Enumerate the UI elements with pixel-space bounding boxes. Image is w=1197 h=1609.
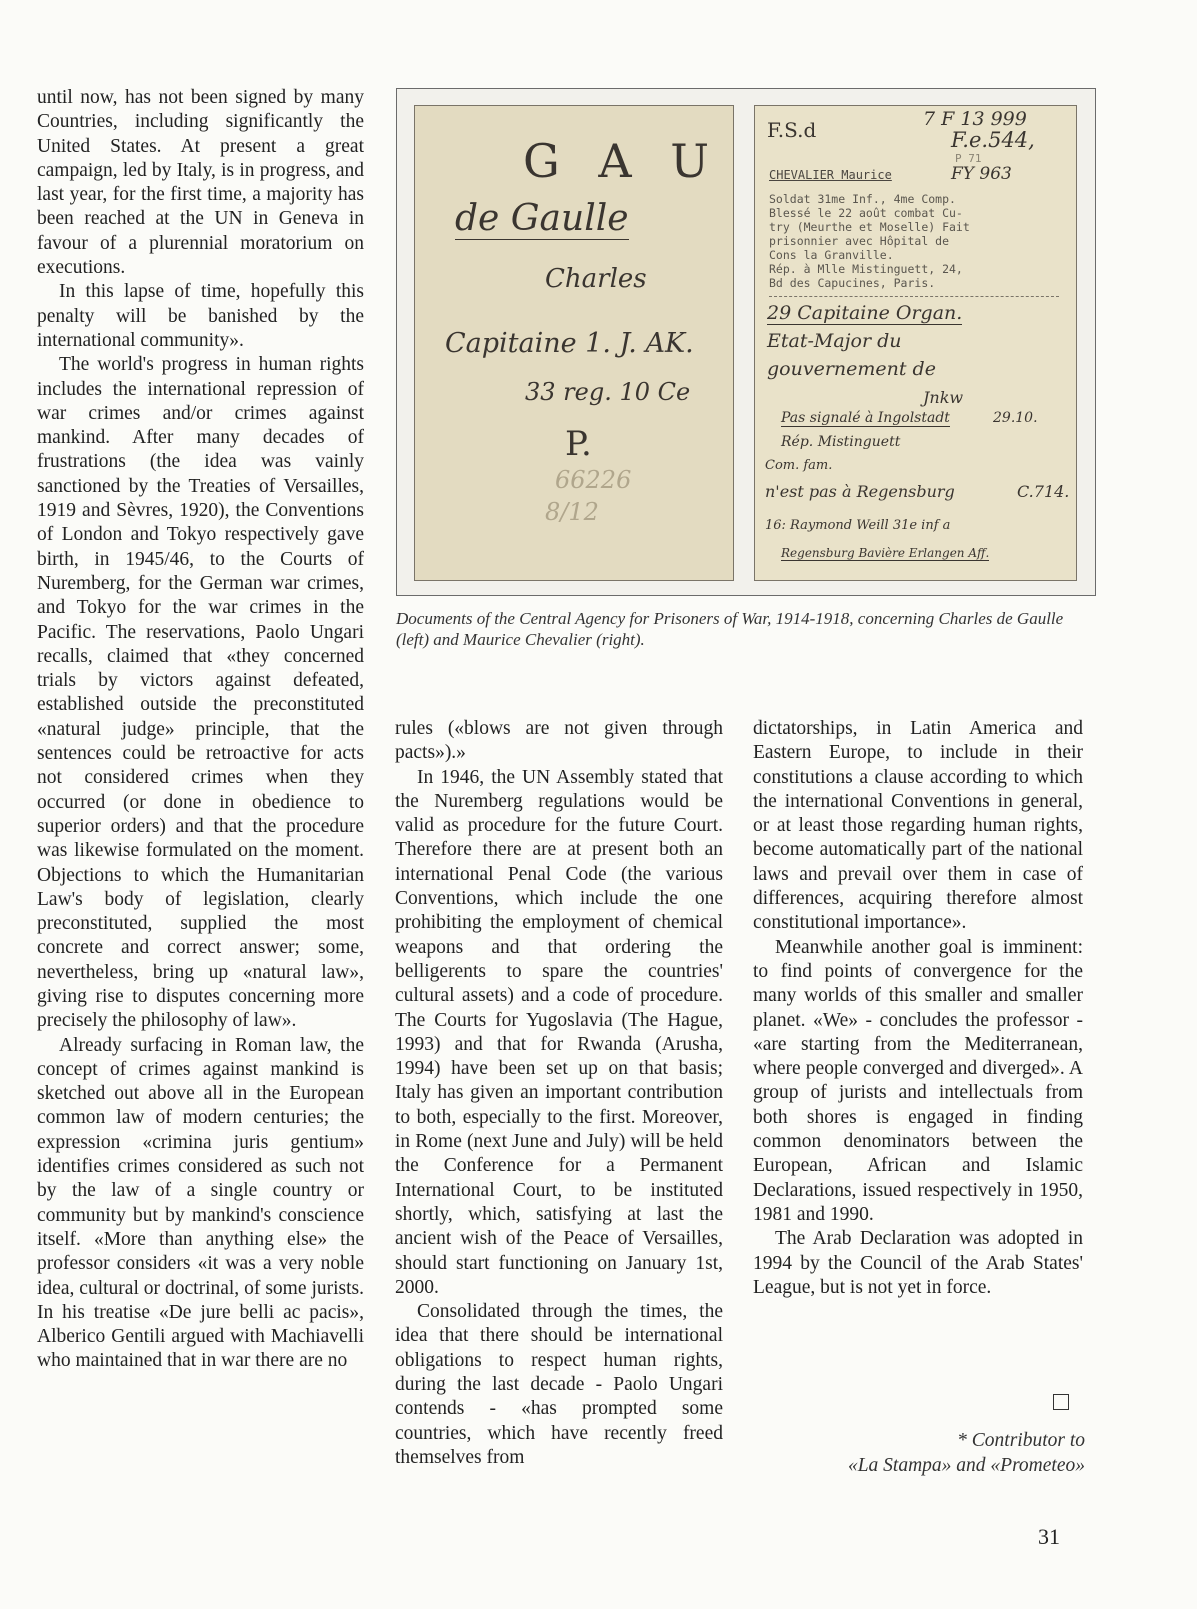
card-typed-line: prisonnier avec Hôpital de <box>769 234 950 248</box>
card-hand-line: Pas signalé à Ingolstadt <box>781 410 950 426</box>
contributor-line: «La Stampa» and «Prometeo» <box>847 1455 1085 1476</box>
page-number: 31 <box>1038 1524 1060 1549</box>
card-hand-line: 16: Raymond Weill 31e inf a <box>765 518 951 533</box>
card-typed-line: Bd des Capucines, Paris. <box>769 276 936 290</box>
figure-caption: Documents of the Central Agency for Prisoners of War, 1914-1918, concerning Charles de Gaulle (left) and Maurice Chevalier (right). <box>396 609 1064 649</box>
column-3 <box>753 717 1083 1300</box>
card-hand-line: Jnkw <box>923 388 964 407</box>
card-typed-line: Cons la Granville. <box>769 248 894 262</box>
card-hand-line: Rép. Mistinguett <box>781 434 901 450</box>
card-rank: Capitaine 1. J. AK. <box>445 328 694 359</box>
contributor-note <box>820 1428 1085 1478</box>
card-name-code: FY 963 <box>951 164 1012 184</box>
end-of-article-mark <box>1053 1394 1069 1410</box>
card-hand-line: Com. fam. <box>765 458 833 473</box>
card-hand-line: Regensburg Bavière Erlangen Aff. <box>781 546 990 560</box>
card-hand-line: Etat-Major du <box>767 330 902 352</box>
card-stamp-date: 8/12 <box>545 498 599 526</box>
card-hand-line: gouvernement de <box>767 358 936 380</box>
card-corner-code: F.S.d <box>767 118 817 142</box>
paragraph: In this lapse of time, hopefully this penalty will be banished by the international community». <box>37 281 364 351</box>
paragraph: dictatorships, in Latin America and Eastern Europe, to include in their constitutions a clause according to which the international Conventions in general, or at least those regarding human rights, become automatically part of the national laws and prevail over them in case of differences, acquiring therefore almost constitutional importance». <box>753 718 1083 934</box>
card-hand-line: 29.10. <box>993 410 1038 426</box>
paragraph: rules («blows are not given through pacts»).» <box>395 718 723 764</box>
card-hand-line: n'est pas à Regensburg <box>765 482 955 501</box>
card-mark: P. <box>565 424 592 464</box>
card-divider <box>769 296 1059 297</box>
paragraph: The Arab Declaration was adopted in 1994 by the Council of the Arab States' League, but is not yet in force. <box>753 1228 1083 1298</box>
paragraph: In 1946, the UN Assembly stated that the Nuremberg regulations would be valid as procedure for the future Court. Therefore there are at present both an international Penal Code (the various Conventions, which include the one prohibiting the employment of chemical weapons and that ordering the belligerents to spare the countries' cultural assets) and a code of procedure. The Courts for Yugoslavia (The Hague, 1993) and that for Rwanda (Arusha, 1994) have been set up on that basis; Italy has given an important contribution to both, especially to the first. Moreover, in Rome (next June and July) will be held the Conference for a Permanent International Court, to be instituted shortly, which, satisfying at last the ancient wish of the Peace of Versailles, should start functioning on January 1st, 2000. <box>395 766 723 1298</box>
figure-war-prisoner-documents <box>396 88 1096 596</box>
card-firstname: Charles <box>545 264 647 294</box>
chevalier-record-card <box>754 105 1077 581</box>
card-reference-small: P 71 <box>955 152 982 165</box>
card-hand-line: 29 Capitaine Organ. <box>767 302 963 324</box>
card-typed-line: Blessé le 22 août combat Cu- <box>769 206 963 220</box>
card-heading: G A U <box>523 134 721 188</box>
paragraph: until now, has not been signed by many Countries, including significantly the United States. At present a great campaign, led by Italy, is in progress, and last year, for the first time, a majority has been reached at the UN in Geneva in favour of a plurennial moratorium on executions. <box>37 87 364 279</box>
card-reference-top: 7 F 13 999 <box>923 108 1027 130</box>
card-typed-line: Rép. à Mlle Mistinguett, 24, <box>769 262 963 276</box>
card-reference-code: F.e.544, <box>951 128 1035 152</box>
de-gaulle-record-card <box>414 105 734 581</box>
paragraph: Already surfacing in Roman law, the concept of crimes against mankind is sketched out above all in the European common law of modern centuries; the expression «crimina juris gentium» identifies crimes considered as such not by the law of a single country or community but by mankind's conscience itself. «More than anything else» the professor considers «it was a very noble idea, cultural or doctrinal, of some jurists. In his treatise «De jure belli ac pacis», Alberico Gentili argued with Machiavelli who maintained that in war there are no <box>37 1034 364 1372</box>
paragraph: Consolidated through the times, the idea that there should be international obligations to respect human rights, during the last decade - Paolo Ungari contends - «has prompted some countries, which have recently freed themselves from <box>395 1301 723 1468</box>
card-hand-line: C.714. <box>1017 482 1070 501</box>
card-name-line: CHEVALIER Maurice <box>769 168 892 182</box>
paragraph: The world's progress in human rights includes the international repression of war crimes and/or crimes against mankind. After many decades of frustrations (the idea was vainly sanctioned by the Treaties of Versailles, 1919 and Sèvres, 1920), the Conventions of London and Tokyo respectively gave birth, in 1945/46, to the Courts of Nuremberg, for the German war crimes, and Tokyo for the war crimes in the Pacific. The reservations, Paolo Ungari recalls, claimed that «they concerned trials by victors against defeated, established outside the preconstituted «natural judge» principle, that the sentences could be retroactive for acts not considered crimes when they occurred (or done in obedience to superior orders) and that the procedure was likewise formulated on the moment. Objections to which the Humanitarian Law's body of legislation, clearly preconstituted, supplied the most concrete and correct answer; some, nevertheless, bring up «natural law», giving rise to disputes concerning more precisely the philosophy of law». <box>37 354 364 1032</box>
contributor-line: * Contributor to <box>957 1430 1085 1451</box>
column-2 <box>395 717 723 1470</box>
card-surname: de Gaulle <box>455 198 629 239</box>
paragraph: Meanwhile another goal is imminent: to find points of convergence for the many worlds of this smaller and smaller planet. «We» - concludes the professor - «are starting from the Mediterranean, where people converged and diverged». A group of jurists and intellectuals from both shores is engaged in finding common denominators between the European, African and Islamic Declarations, issued respectively in 1950, 1981 and 1990. <box>753 936 1083 1225</box>
column-1 <box>37 86 364 1374</box>
card-stamp-number: 66226 <box>555 466 632 494</box>
card-typed-line: Soldat 31me Inf., 4me Comp. <box>769 192 956 206</box>
card-typed-line: try (Meurthe et Moselle) Fait <box>769 220 970 234</box>
card-regiment: 33 reg. 10 Ce <box>525 378 691 406</box>
